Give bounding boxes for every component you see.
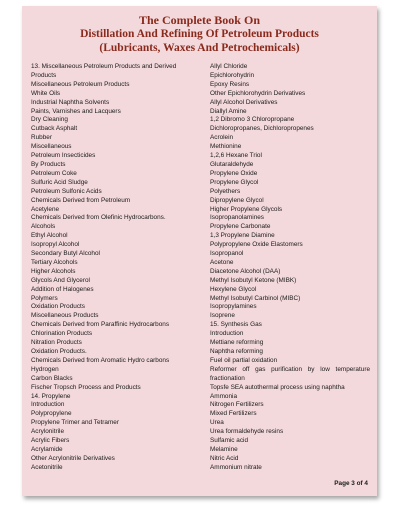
contents-column-right [210,63,370,473]
contents-item: Polypropylene [31,410,72,418]
contents-item: Ammonium nitrate [210,463,262,471]
contents-item: 13. Miscellaneous Petroleum Products and Derived [31,63,177,70]
contents-item: Fischer Tropsch Process and Products [31,383,141,391]
contents-item: Melamine [210,445,238,453]
contents-item: Epichlorohydrin [210,71,255,79]
contents-item: Isoprene [210,312,235,320]
contents-item: Methyl Isobutyl Carbinol (MIBC) [210,294,301,302]
contents-item: Petroleum Coke [31,169,77,177]
contents-item: Nitration Products [31,339,82,347]
book-title-line-1: The Complete Book On [138,13,260,27]
contents-item: Sulfuric Acid Sludge [31,178,88,186]
contents-item: Urea formaldehyde resins [210,428,284,436]
contents-item: Higher Propylene Glycols [210,205,283,213]
contents-item: Miscellaneous Petroleum Products [31,80,130,88]
book-title-line-3: (Lubricants, Waxes And Petrochemicals) [99,42,300,54]
contents-item: Topsfe SEA autothermal process using naphtha [210,383,345,391]
contents-item: Dichloropropanes, Dichloropropenes [210,125,314,133]
contents-item: Ethyl Alcohol [31,232,68,240]
contents-item: Chemicals Derived from Petroleum [31,196,131,204]
contents-item: Other Acrylonitrile Derivatives [31,454,115,462]
contents-item: Nitrogen Fertilizers [210,401,264,409]
contents-item: 14. Propylene [31,392,71,400]
contents-item: Mettiane reforming [210,339,264,347]
contents-item: Acrylic Fibers [31,437,70,445]
contents-item: Acrolein [210,134,234,142]
contents-item: Allyl Alcohol Derivatives [210,98,278,106]
contents-item: Polypropylene Oxide Elastomers [210,241,303,249]
contents-item: Other Epichlorohydrin Derivatives [210,89,306,97]
contents-item: Introduction [210,330,244,338]
contents-item: Reformer off gas purification by low temperature fractionation [210,365,370,382]
contents-item: Secondary Butyl Alcohol [31,250,100,258]
contents-item: Naphtha reforming [210,348,263,355]
contents-item: Methionine [210,143,242,151]
contents-item: Isopropyl Alcohol [31,241,80,249]
contents-item: Allyl Chloride [210,63,248,70]
contents-item: 1,3 Propylene Diamine [210,232,275,240]
contents-item: Oxidation Products. [31,348,87,355]
contents-item: Diacetone Alcohol (DAA) [210,267,281,275]
contents-item: Mixed Fertilizers [210,410,257,418]
contents-item: Higher Alcohols [31,267,76,275]
contents-item: By Products [31,160,66,168]
contents-item: Epoxy Resins [210,80,250,88]
contents-item: Urea [210,419,224,427]
book-title-line-2: Distillation And Refining Of Petroleum Products [80,28,319,40]
contents-item: Propylene Glycol [210,178,259,186]
contents-item: Alcohols [31,223,56,231]
contents-item: Hexylene Glycol [210,285,257,293]
contents-item: Miscellaneous Products [31,312,99,320]
contents-item: Addition of Halogenes [31,285,94,293]
contents-item: Dry Cleaning [31,116,68,124]
contents-item: Ammonia [210,392,237,400]
contents-item: Chemicals Derived from Aromatic Hydro carbons [31,356,170,364]
contents-item: 1,2,6 Hexane Triol [210,152,262,160]
contents-item: Tertiary Alcohols [31,258,78,266]
contents-item: Isopropanol [210,250,244,258]
contents-item: Industrial Naphtha Solvents [31,98,110,106]
contents-item: Propylene Trimer and Tetramer [31,419,119,427]
contents-item: 1,2 Dibromo 3 Chloropropane [210,116,295,124]
contents-item: Cutback Asphalt [31,125,78,133]
contents-item: Miscellaneous [31,143,72,151]
contents-item: Acrylonitrile [31,428,65,436]
contents-item: Isopropylamines [210,303,257,311]
contents-item: Polyethers [210,187,241,195]
contents-item: Carbon Blacks [31,374,73,382]
contents-item: Fuel oil partial oxidation [210,356,278,364]
contents-column-left [31,63,206,473]
contents-item: Hydrogen [31,365,59,373]
contents-item: Petroleum Insecticides [31,152,96,160]
contents-item: Acetylene [31,205,60,213]
contents-item: Isopropanolamines [210,214,264,222]
contents-item: 15. Synthesis Gas [210,321,262,329]
contents-item: Rubber [31,134,52,142]
contents-item: Diallyl Amine [210,107,247,115]
contents-item: Chemicals Derived from Olefinic Hydrocarbons. [31,214,166,222]
contents-item: Sulfamic acid [210,437,249,445]
contents-item: Petroleum Sulfonic Acids [31,187,102,195]
contents-item: Glutaraldehyde [210,160,254,168]
page-number: Page 3 of 4 [334,480,368,487]
contents-item: Acetone [210,258,234,266]
contents-item: Nitric Acid [210,454,239,462]
contents-item: Dipropylene Glycol [210,196,264,204]
contents-item: Acetonitrile [31,463,63,471]
contents-item: Introduction [31,401,65,409]
contents-item: Propylene Carbonate [210,223,271,231]
contents-item: Acrylamide [31,445,63,453]
contents-item: Chemicals Derived from Paraffinic Hydrocarbons [31,321,170,329]
contents-item: Paints, Varnishes and Lacquers [31,107,121,115]
contents-item: White Oils [31,89,61,97]
contents-item: Polymers [31,294,58,302]
document-page [22,6,377,496]
contents-item: Glycols And Glycerol [31,276,90,284]
contents-item: Methyl Isobutyl Ketone (MIBK) [210,276,297,284]
contents-item: Products [31,71,57,79]
contents-item: Oxidation Products [31,303,85,311]
contents-item: Propylene Oxide [210,169,258,177]
contents-item: Chlorination Products [31,330,93,338]
